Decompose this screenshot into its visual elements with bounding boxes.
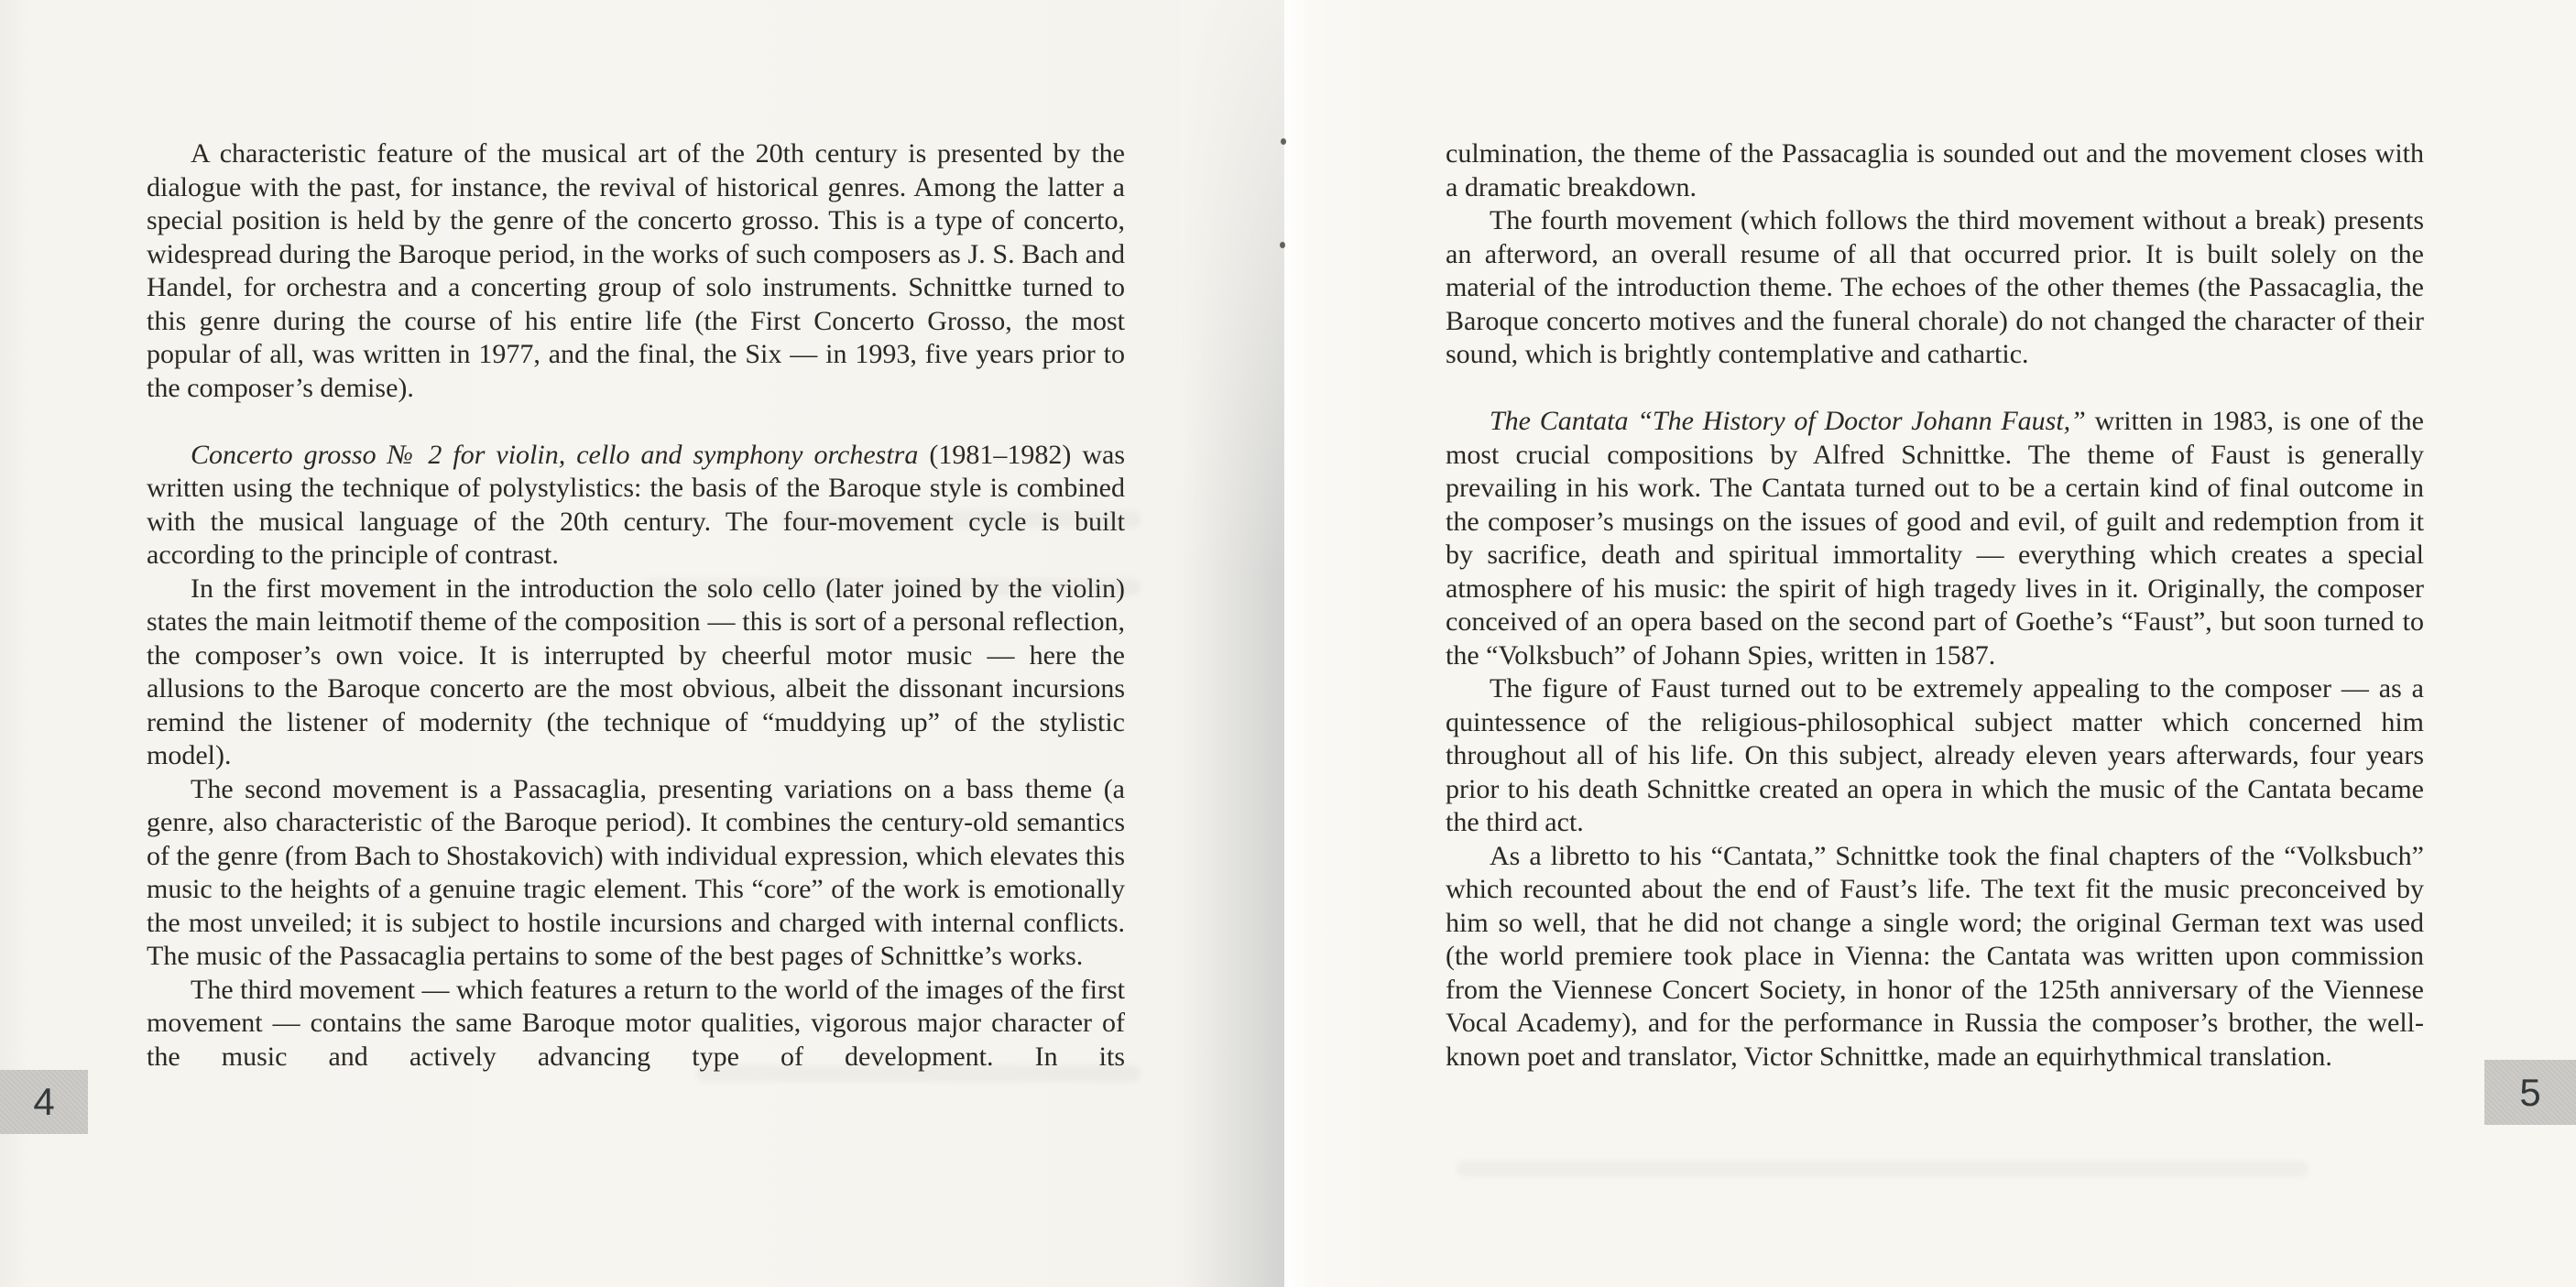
paragraph-right-3-italic-lead: The Cantata “The History of Doctor Johann Faust,” — [1490, 406, 2086, 436]
paragraph-right-4 — [1446, 672, 2424, 840]
paragraph-left-2-body: (1981–1982) was written using the technique of polystylistics: the basis of the Baroque style is combined with the musical language of the 20th century. The four-movement cycle is built according to the principle of contrast. — [147, 439, 1126, 570]
paragraph-right-4-body: The figure of Faust turned out to be extremely appealing to the composer — as a quintessence of the religious-philosophical subject matter which concerned him throughout all of his life. On this subject, already eleven years afterwards, four years prior to his death Schnittke created an opera in which the music of the Cantata became the third act. — [1446, 673, 2424, 837]
paragraph-right-2-body: The fourth movement (which follows the third movement without a break) presents an afterword, an overall resume of all that occurred prior. It is built solely on the material of the introduction theme. The echoes of the other themes (the Passacaglia, the Baroque concerto motives and the funeral chorale) do not changed the character of their sound, which is brightly contemplative and cathartic. — [1446, 205, 2424, 369]
paragraph-left-1-body: A characteristic feature of the musical art of the 20th century is presented by the dialogue with the past, for instance, the revival of historical genres. Among the latter a special position is held by the genre of the concerto grosso. This is a type of concerto, widespread during the Baroque period, in the works of such composers as J. S. Bach and Handel, for orchestra and a concerting group of solo instruments. Schnittke turned to this genre during the course of his entire life (the First Concerto Grosso, the most popular of all, was written in 1977, and the final, the Six — in 1993, five years prior to the composer’s demise). — [147, 138, 1125, 403]
bleed-through-ghost — [1457, 1161, 2309, 1177]
paragraph-left-5-body: The third movement — which features a return to the world of the images of the first movement — contains the same Baroque motor qualities, vigorous major character of the music and actively advancing type of development. In its — [147, 974, 1125, 1072]
paragraph-left-2-italic-lead: Concerto grosso № 2 for violin, cello and symphony orchestra — [191, 439, 919, 470]
page-right-text-column — [1446, 137, 2424, 1074]
paragraph-left-2 — [147, 439, 1125, 573]
paragraph-right-3-body: written in 1983, is one of the most crucial compositions by Alfred Schnittke. The theme of Faust is generally prevailing in his work. The Cantata turned out to be a certain kind of final outcome in the composer’s musings on the issues of good and evil, of guilt and redemption from it by sacrifice, death and spiritual immortality — everything which creates a special atmosphere of his music: the spirit of high tragedy lives in it. Originally, the composer conceived of an opera based on the second part of Goethe’s “Faust”, but soon turned to the “Volksbuch” of Johann Spies, written in 1587. — [1446, 406, 2424, 671]
staple-mark — [1280, 242, 1285, 248]
paragraph-left-1 — [147, 137, 1125, 405]
paragraph-left-3 — [147, 573, 1125, 773]
staple-mark — [1281, 138, 1286, 145]
paragraph-right-1 — [1446, 137, 2424, 204]
page-number-right: 5 — [2519, 1070, 2541, 1114]
paragraph-left-4 — [147, 773, 1125, 974]
gutter-highlight — [1284, 0, 1312, 1287]
paragraph-left-3-body: In the first movement in the introduction the solo cello (later joined by the violin) states the main leitmotif theme of the composition — this is sort of a personal reflection, the composer’s own voice. It is interrupted by cheerful motor music — here the allusions to the Baroque concerto are the most obvious, albeit the dissonant incursions remind the listener of modernity (the technique of “muddying up” of the stylistic model). — [147, 573, 1125, 770]
paragraph-right-5 — [1446, 840, 2424, 1074]
paragraph-right-5-body: As a libretto to his “Cantata,” Schnittke took the final chapters of the “Volksbuch” which recounted about the end of Faust’s life. The text fit the music preconceived by him so well, that he did not change a single word; the original German text was used (the world premiere took place in Vienna: the Cantata was written upon commission from the Viennese Concert Society, in honor of the 125th anniversary of the Viennese Vocal Academy), and for the performance in Russia the composer’s brother, the well-known poet and translator, Victor Schnittke, made an equirhythmical translation. — [1446, 840, 2424, 1072]
page-number-left: 4 — [33, 1080, 55, 1123]
gutter-shadow-fade — [1180, 0, 1284, 641]
page-left-text-column — [147, 137, 1125, 1074]
page-number-left-tab — [0, 1070, 88, 1134]
paragraph-left-5 — [147, 974, 1125, 1074]
paragraph-right-1-body: culmination, the theme of the Passacaglia is sounded out and the movement closes with a dramatic breakdown. — [1446, 138, 2424, 202]
paragraph-right-2 — [1446, 204, 2424, 372]
paragraph-right-3 — [1446, 405, 2424, 672]
page-number-right-tab — [2484, 1060, 2576, 1125]
paragraph-left-4-body: The second movement is a Passacaglia, presenting variations on a bass theme (a genre, also characteristic of the Baroque period). It combines the century-old semantics of the genre (from Bach to Shostakovich) with individual expression, which elevates this music to the heights of a genuine tragic element. This “core” of the work is emotionally the most unveiled; it is subject to hostile incursions and charged with internal conflicts. The music of the Passacaglia pertains to some of the best pages of Schnittke’s works. — [147, 773, 1125, 971]
